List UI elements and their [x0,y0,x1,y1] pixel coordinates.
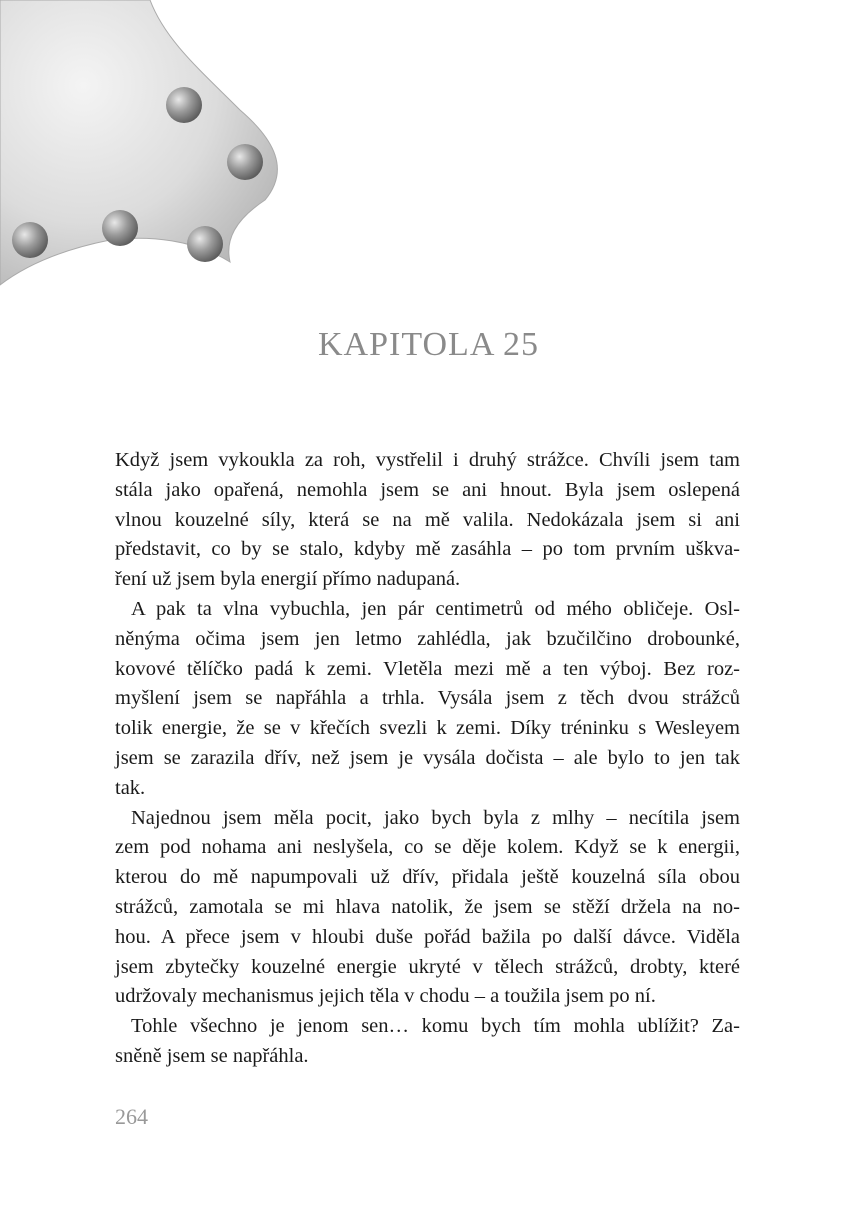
paragraph [115,1012,740,1072]
text-line: kovové tělíčko padá k zemi. Vletěla mezi mě a ten výboj. Bez roz- [115,657,740,680]
paragraph [115,446,740,595]
text-line: zem pod nohama ani neslyšela, co se děje kolem. Když se k energii, [115,836,740,859]
text-line: tolik energie, že se v křečích svezli k zemi. Díky tréninku s Wesleyem [115,717,740,740]
body-text [115,446,740,1072]
text-line: jsem se zarazila dřív, než jsem je vysála dočista – ale bylo to jen tak [115,746,740,769]
text-line: hou. A přece jsem v hloubi duše pořád bažila po další dávce. Viděla [115,925,740,948]
text-line: Najednou jsem měla pocit, jako bych byla z mlhy – necítila jsem [131,806,740,829]
text-line: stála jako opařená, nemohla jsem se ani hnout. Byla jsem oslepená [115,478,740,501]
text-line: ření už jsem byla energií přímo nadupaná. [115,568,461,591]
text-line: něnýma očima jsem jen letmo zahlédla, jak bzučilčino drobounké, [115,627,740,650]
paragraph [115,804,740,1013]
paragraph [115,595,740,804]
text-line: tak. [115,776,146,799]
chapter-ornament-metal-plate [0,0,280,290]
text-line: A pak ta vlna vybuchla, jen pár centimetrů od mého obličeje. Osl- [131,597,740,620]
text-line: vlnou kouzelné síly, která se na mě valila. Nedokázala jsem si ani [115,508,740,531]
text-line: strážců, zamotala se mi hlava natolik, že jsem se stěží držela na no- [115,895,740,918]
text-line: myšlení jsem se napřáhla a trhla. Vysála jsem z těch dvou strážců [115,687,740,710]
text-line: představit, co by se stalo, kdyby mě zasáhla – po tom prvním uškva- [115,538,740,561]
text-line: Když jsem vykoukla za roh, vystřelil i druhý strážce. Chvíli jsem tam [115,449,740,471]
chapter-title: KAPITOLA 25 [318,326,539,363]
text-line: sněně jsem se napřáhla. [115,1044,309,1067]
text-line: kterou do mě napumpovali už dřív, přidala ještě kouzelná síla obou [115,866,740,889]
text-line: jsem zbytečky kouzelné energie ukryté v tělech strážců, drobty, které [115,955,740,978]
text-line: Tohle všechno je jenom sen… komu bych tím mohla ublížit? Za- [131,1015,740,1038]
page-number: 264 [115,1104,148,1129]
text-line: udržovaly mechanismus jejich těla v chodu – a toužila jsem po ní. [115,985,656,1008]
